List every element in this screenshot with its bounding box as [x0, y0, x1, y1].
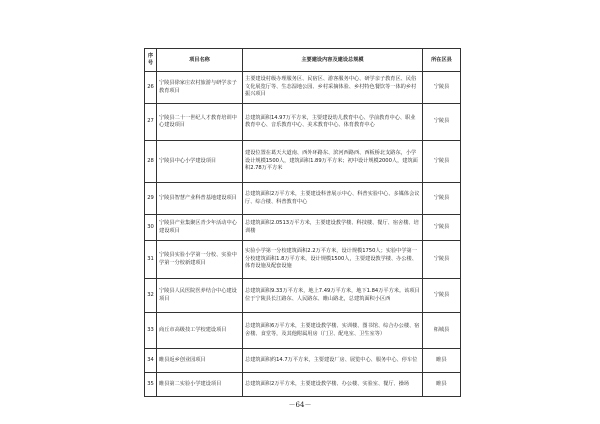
row-no: 32: [145, 279, 157, 313]
table-row: [145, 183, 461, 215]
header-name: 项目名称: [157, 49, 243, 72]
row-content: 总建筑面积14.97万平方米，主要建设幼儿教育中心、学前教育中心、职业教育中心、音乐教育中心、美术教育中心、体育教育中心: [243, 104, 423, 141]
header-content: 主要建设内容及建设总规模: [243, 49, 423, 72]
row-region: 睢县: [423, 373, 461, 397]
table-row: [145, 141, 461, 183]
row-region: 宁陵县: [423, 141, 461, 183]
header-region: 所在区县: [423, 49, 461, 72]
table-row: [145, 349, 461, 373]
row-region: 柘城县: [423, 313, 461, 349]
row-content: 总建筑面积2万平方米，主要建设科普展示中心、科普实验中心、多媒体会议厅、综合楼、科普教育中心: [243, 183, 423, 215]
row-name: 睢县第二实验小学建设项目: [157, 373, 243, 397]
row-no: 35: [145, 373, 157, 397]
row-region: 宁陵县: [423, 72, 461, 104]
row-name: 宁陵县中心小学建设项目: [157, 141, 243, 183]
row-name: 宁陵县二十一世纪人才教育培训中心建设项目: [157, 104, 243, 141]
row-no: 30: [145, 215, 157, 241]
row-no: 28: [145, 141, 157, 183]
row-no: 27: [145, 104, 157, 141]
table-row: [145, 313, 461, 349]
table-row: [145, 215, 461, 241]
row-content: 总建筑面积2万平方米，主要建设教学楼、办公楼、实验室、餐厅、操场: [243, 373, 423, 397]
project-table: [144, 48, 461, 397]
row-content: 主要建设村级办理服务区、民宿区、游客服务中心、研学亲子教育区、民俗文化展览厅等、生态湿地公园、乡村采摘体验、乡村特色餐饮等一体的乡村振兴项目: [243, 72, 423, 104]
table-row: [145, 104, 461, 141]
row-no: 33: [145, 313, 157, 349]
table-row: [145, 72, 461, 104]
row-content: 总建筑面积6万平方米，主要建设教学楼、实训楼、图书馆、综合办公楼、宿舍楼、食堂等，及其他附属用房（门卫、配电室、卫生室等）: [243, 313, 423, 349]
row-content: 总建筑面积2.0513万平方米，主要建设教学楼、科技楼、餐厅、宿舍楼、培训楼: [243, 215, 423, 241]
table-row: [145, 241, 461, 279]
row-name: 睢县返乡创业园项目: [157, 349, 243, 373]
row-region: 宁陵县: [423, 183, 461, 215]
row-no: 26: [145, 72, 157, 104]
row-region: 宁陵县: [423, 241, 461, 279]
row-region: 宁陵县: [423, 279, 461, 313]
row-name: 宁陵县人民医院医养结合中心建设项目: [157, 279, 243, 313]
row-content: 总建筑面积9.33万平方米，地上7.49万平方米，地下1.84万平方米。该项目位于宁陵县长江路东、人民路东、睢山路北，总建筑面积小区西: [243, 279, 423, 313]
row-content: 建设位置在葛天大道南、西外环路东、滨河西路西、西板桥北支路东，小学设计规模1500人，建筑面积1.89万平方米；初中设计规模2000人，建筑面积2.78万平方米: [243, 141, 423, 183]
row-no: 34: [145, 349, 157, 373]
row-no: 31: [145, 241, 157, 279]
row-content: 总建筑面积约14.7万平方米，主要建设厂房、展览中心、服务中心、停车位: [243, 349, 423, 373]
row-name: 商丘市高级技工学校建设项目: [157, 313, 243, 349]
row-region: 睢县: [423, 349, 461, 373]
row-name: 宁陵县徐家庄农村旅游与研学亲子教育项目: [157, 72, 243, 104]
page-number: －64－: [288, 401, 312, 409]
row-no: 29: [145, 183, 157, 215]
row-name: 宁陵县产业集聚区青少年活动中心建设项目: [157, 215, 243, 241]
table-header-row: [145, 49, 461, 72]
row-name: 宁陵县实验小学第一分校、实验中学第一分校新建项目: [157, 241, 243, 279]
table-row: [145, 279, 461, 313]
row-content: 实验小学第一分校建筑面积2.2万平方米，设计规模1750人；实验中学第一分校建筑面积1.8万平方米，设计规模1500人，主要建设教学楼、办公楼、体育设施及配套设施: [243, 241, 423, 279]
row-name: 宁陵县智慧产业科普基地建设项目: [157, 183, 243, 215]
row-region: 宁陵县: [423, 104, 461, 141]
row-region: 宁陵县: [423, 215, 461, 241]
table-row: [145, 373, 461, 397]
header-no: 序号: [145, 49, 157, 72]
